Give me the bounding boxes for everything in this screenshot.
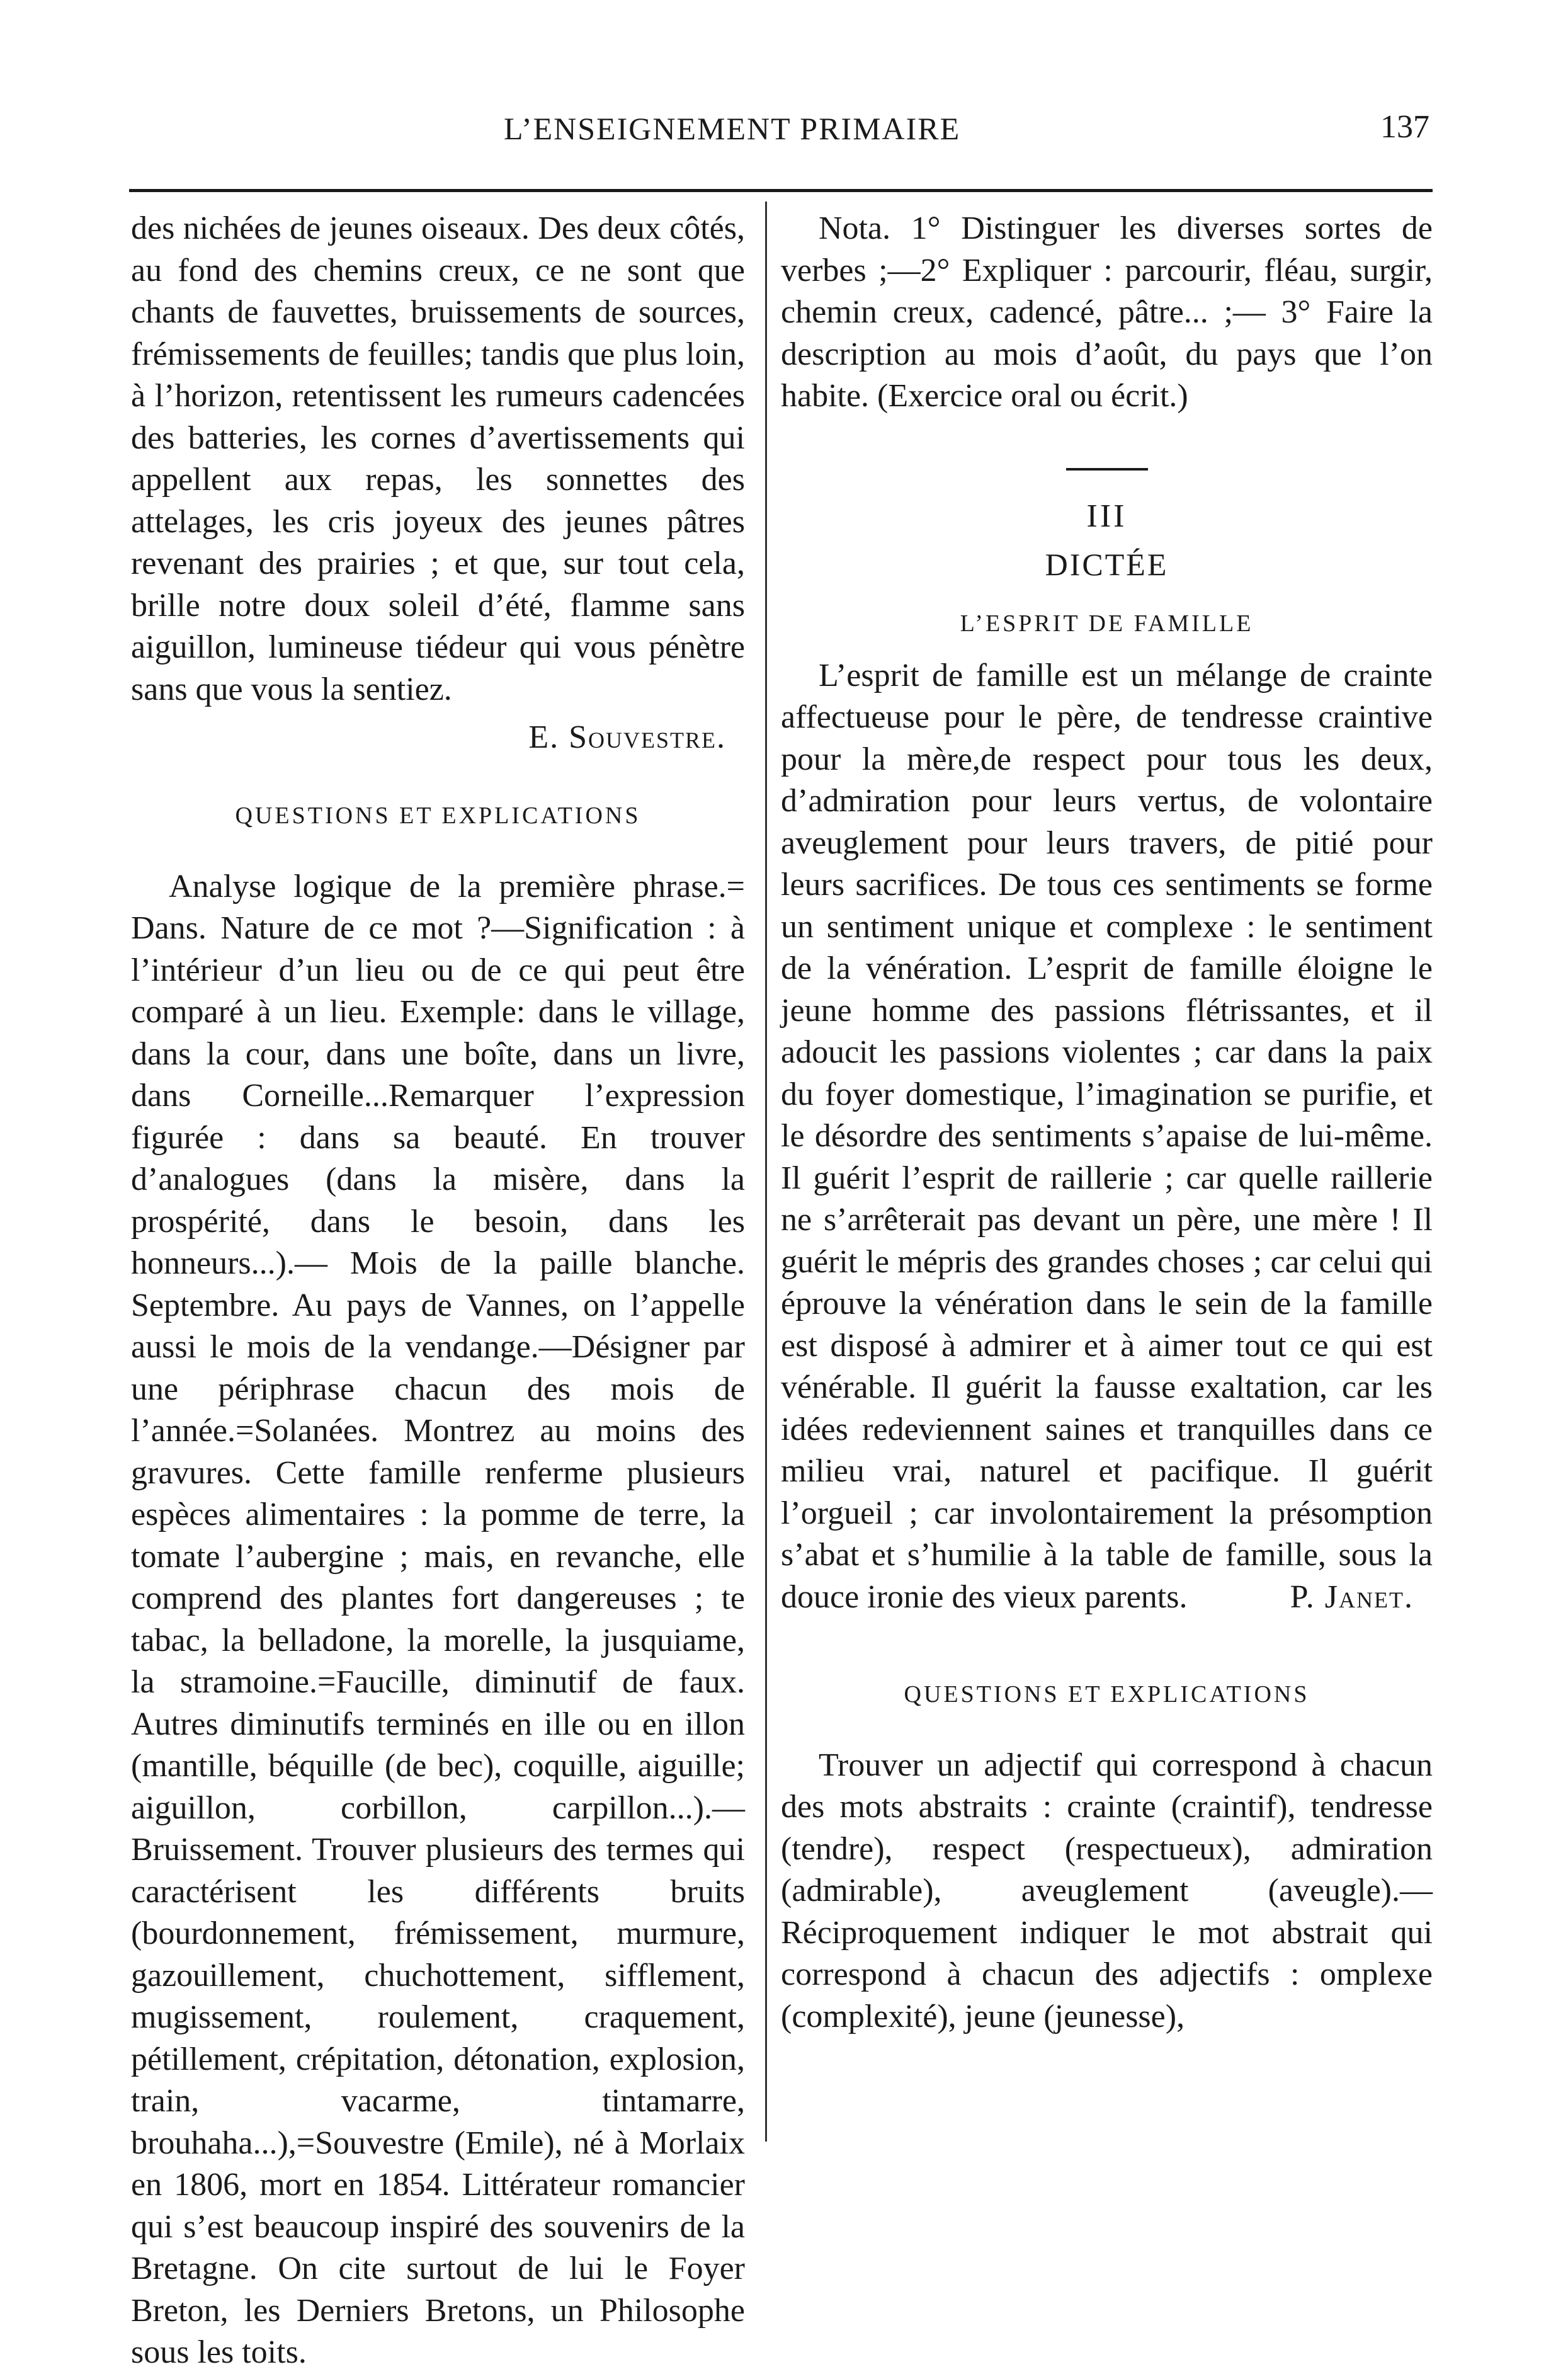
right-column (781, 208, 1433, 2038)
dictee-title: L’ESPRIT DE FAMILLE (960, 610, 1254, 637)
dictee-text: L’esprit de famille est un mélange de crainte affectueuse pour le père, de tendresse craintive pour la mère,de respect pour tous les deux, d’admiration pour leurs vertus, de volontaire aveuglement pour leurs travers, de pitié pour leurs sacrifices. De tous ces sentiments se forme un sentiment unique et complexe : le sentiment de la vénération. L’esprit de famille éloigne le jeune homme des passions flétrissantes, et il adoucit les passions violentes ; car dans la paix du foyer domestique, l’imagination se purifie, et le désordre des sentiments s’apaise de lui-même. Il guérit l’esprit de raillerie ; car quelle raillerie ne s’arrêterait pas devant un père, une mère ! Il guérit le mépris des grandes choses ; car celui qui éprouve la vénération dans le sein de la famille est disposé à admirer et à aimer tout ce qui est vénérable. Il guérit la fausse exaltation, car les idées redeviennent saines et tranquilles dans ce milieu vrai, naturel et pacifique. Il guérit l’orgueil ; car involontairement la présomption s’abat et s’humilie à la table de famille, sous la douce ironie des vieux parents. (781, 657, 1433, 1615)
passage-author: E. Souvestre. (528, 719, 726, 755)
passage-text: des nichées de jeunes oiseaux. Des deux côtés, au fond des chemins creux, ce ne sont que chants de fauvettes, bruissements de sources, frémissements de feuilles; tandis que plus loin, à l’horizon, retentissent les rumeurs cadencées des batteries, les cornes d’avertissements qui appellent aux repas, les sonnettes des attelages, les cris joyeux des jeunes pâtres revenant des prairies ; et que, sur tout cela, brille notre doux soleil d’été, flamme sans aiguillon, lumineuse tiédeur qui vous pénètre sans que vous la sentiez. (131, 210, 745, 707)
left-column (131, 208, 745, 2374)
questions-heading-right: QUESTIONS ET EXPLICATIONS (904, 1681, 1310, 1708)
questions-text-left: Analyse logique de la première phrase.= Dans. Nature de ce mot ?—Signification : à l’intérieur d’un lieu ou de ce qui peut être comparé à un lieu. Exemple: dans le village, dans la cour, dans une boîte, dans un livre, dans Corneille...Remarquer l’expression figurée : dans sa beauté. En trouver d’analogues (dans la misère, dans la prospérité, dans le besoin, dans les honneurs...).— Mois de la paille blanche. Septembre. Au pays de Vannes, on l’appelle aussi le mois de la vendange.—Désigner par une périphrase chacun des mois de l’année.=Solanées. Montrez au moins des gravures. Cette famille renferme plusieurs espèces alimentaires : la pomme de terre, la tomate l’aubergine ; mais, en revanche, elle comprend des plantes fort dangereuses ; te tabac, la belladone, la morelle, la jusquiame, la stramoine.=Faucille, diminutif de faux. Autres diminutifs terminés en ille ou en illon (mantille, béquille (de bec), coquille, aiguille; aiguillon, corbillon, carpillon...).—Bruissement. Trouver plusieurs des termes qui caractérisent les différents bruits (bourdonnement, frémissement, murmure, gazouillement, chuchottement, sifflement, mugissement, roulement, craquement, pétillement, crépitation, détonation, explosion, train, vacarme, tintamarre, brouhaha...),=Souvestre (Emile), né à Morlaix en 1806, mort en 1854. Littérateur romancier qui s’est beaucoup inspiré des souvenirs de la Bretagne. On cite surtout de lui le Foyer Breton, les Derniers Bretons, un Philosophe sous les toits. (131, 868, 745, 2370)
running-head: L’ENSEIGNEMENT PRIMAIRE (504, 111, 961, 146)
section-number: III (1086, 498, 1127, 534)
nota-text: Nota. 1° Distinguer les diverses sortes de verbes ;—2° Expliquer : parcourir, fléau, surgir, chemin creux, cadencé, pâtre... ;— 3° Faire la description au mois d’août, du pays que l’on habite. (Exercice oral ou écrit.) (781, 210, 1433, 414)
header-rule (129, 189, 1433, 192)
page-number: 137 (1380, 109, 1429, 145)
dictee-author: P. Janet. (1290, 1579, 1414, 1615)
questions-text-right: Trouver un adjectif qui correspond à chacun des mots abstraits : crainte (craintif), tendresse (tendre), respect (respectueux), admiration (admirable), aveuglement (aveugle).—Réciproquement indiquer le mot abstrait qui correspond à chacun des adjectifs : omplexe (complexité), jeune (jeunesse), (781, 1747, 1433, 2034)
section-separator (1066, 468, 1148, 471)
section-title: DICTÉE (1045, 547, 1169, 582)
questions-heading-left: QUESTIONS ET EXPLICATIONS (235, 802, 641, 829)
column-divider (765, 202, 767, 2142)
